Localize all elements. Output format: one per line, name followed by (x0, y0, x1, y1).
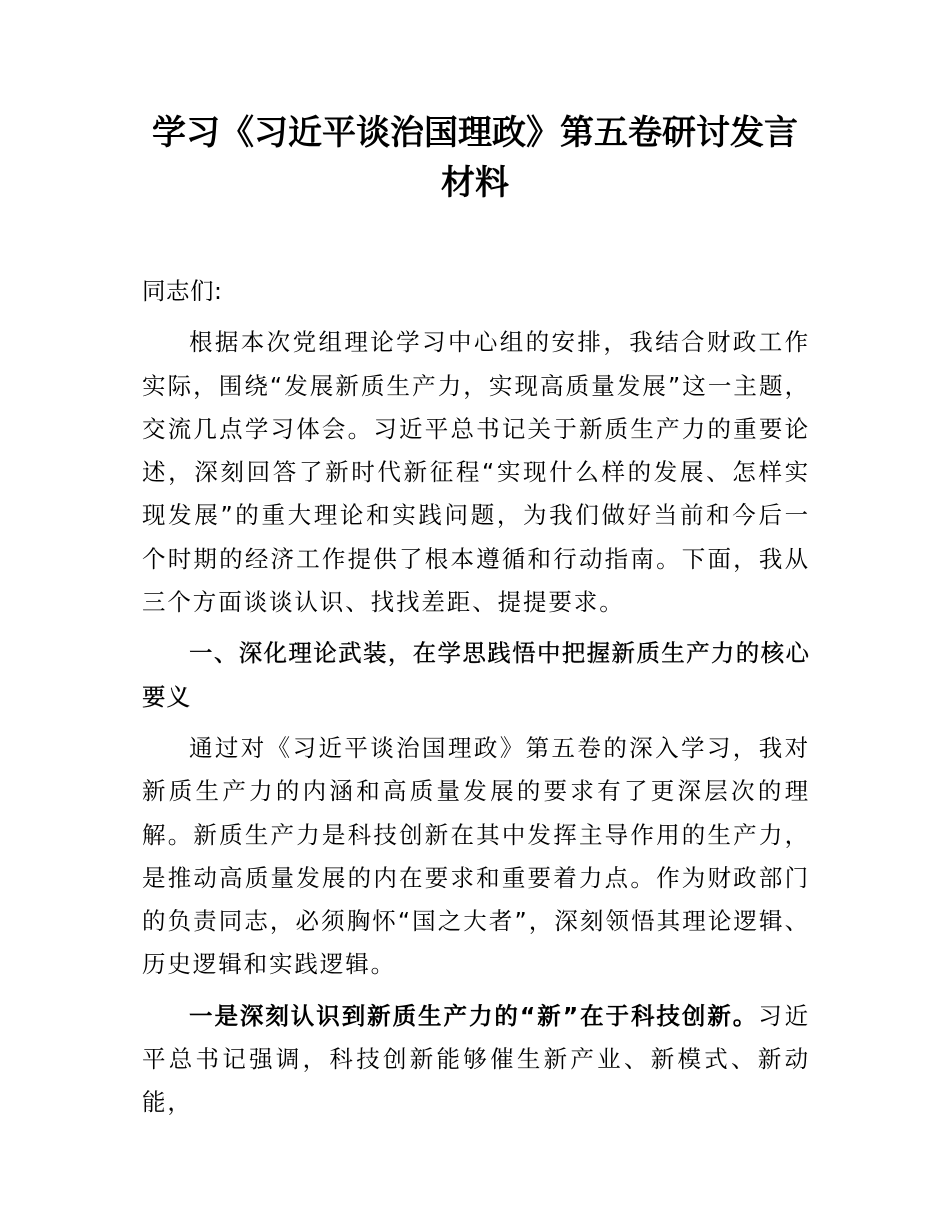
section-1-heading: 一、深化理论武装，在学思践悟中把握新质生产力的核心要义 (142, 639, 810, 711)
point-1-paragraph (142, 995, 810, 1125)
document-title (140, 108, 810, 208)
salutation: 同志们: (142, 277, 223, 305)
title-line-2: 材料 (441, 163, 509, 203)
document-body (142, 270, 810, 1125)
section-1-paragraph: 通过对《习近平谈治国理政》第五卷的深入学习，我对新质生产力的内涵和高质量发展的要求有了更深层次的理解。新质生产力是科技创新在其中发挥主导作用的生产力，是推动高质量发展的内在要求和重要着力点。作为财政部门的负责同志，必须胸怀“国之大者”，深刻领悟其理论逻辑、历史逻辑和实践逻辑。 (142, 733, 810, 979)
title-line-1: 学习《习近平谈治国理政》第五卷研讨发言 (152, 113, 798, 153)
point-1-body: 习近平总书记强调，科技创新能够催生新产业、新模式、新动能， (142, 1001, 811, 1117)
intro-paragraph: 根据本次党组理论学习中心组的安排，我结合财政工作实际，围绕“发展新质生产力，实现高质量发展”这一主题，交流几点学习体会。习近平总书记关于新质生产力的重要论述，深刻回答了新时代新征程“实现什么样的发展、怎样实现发展”的重大理论和实践问题，为我们做好当前和今后一个时期的经济工作提供了根本遵循和行动指南。下面，我从三个方面谈谈认识、找找差距、提提要求。 (142, 328, 810, 617)
point-1-lead: 一是深刻认识到新质生产力的“新”在于科技创新。 (189, 1001, 759, 1030)
